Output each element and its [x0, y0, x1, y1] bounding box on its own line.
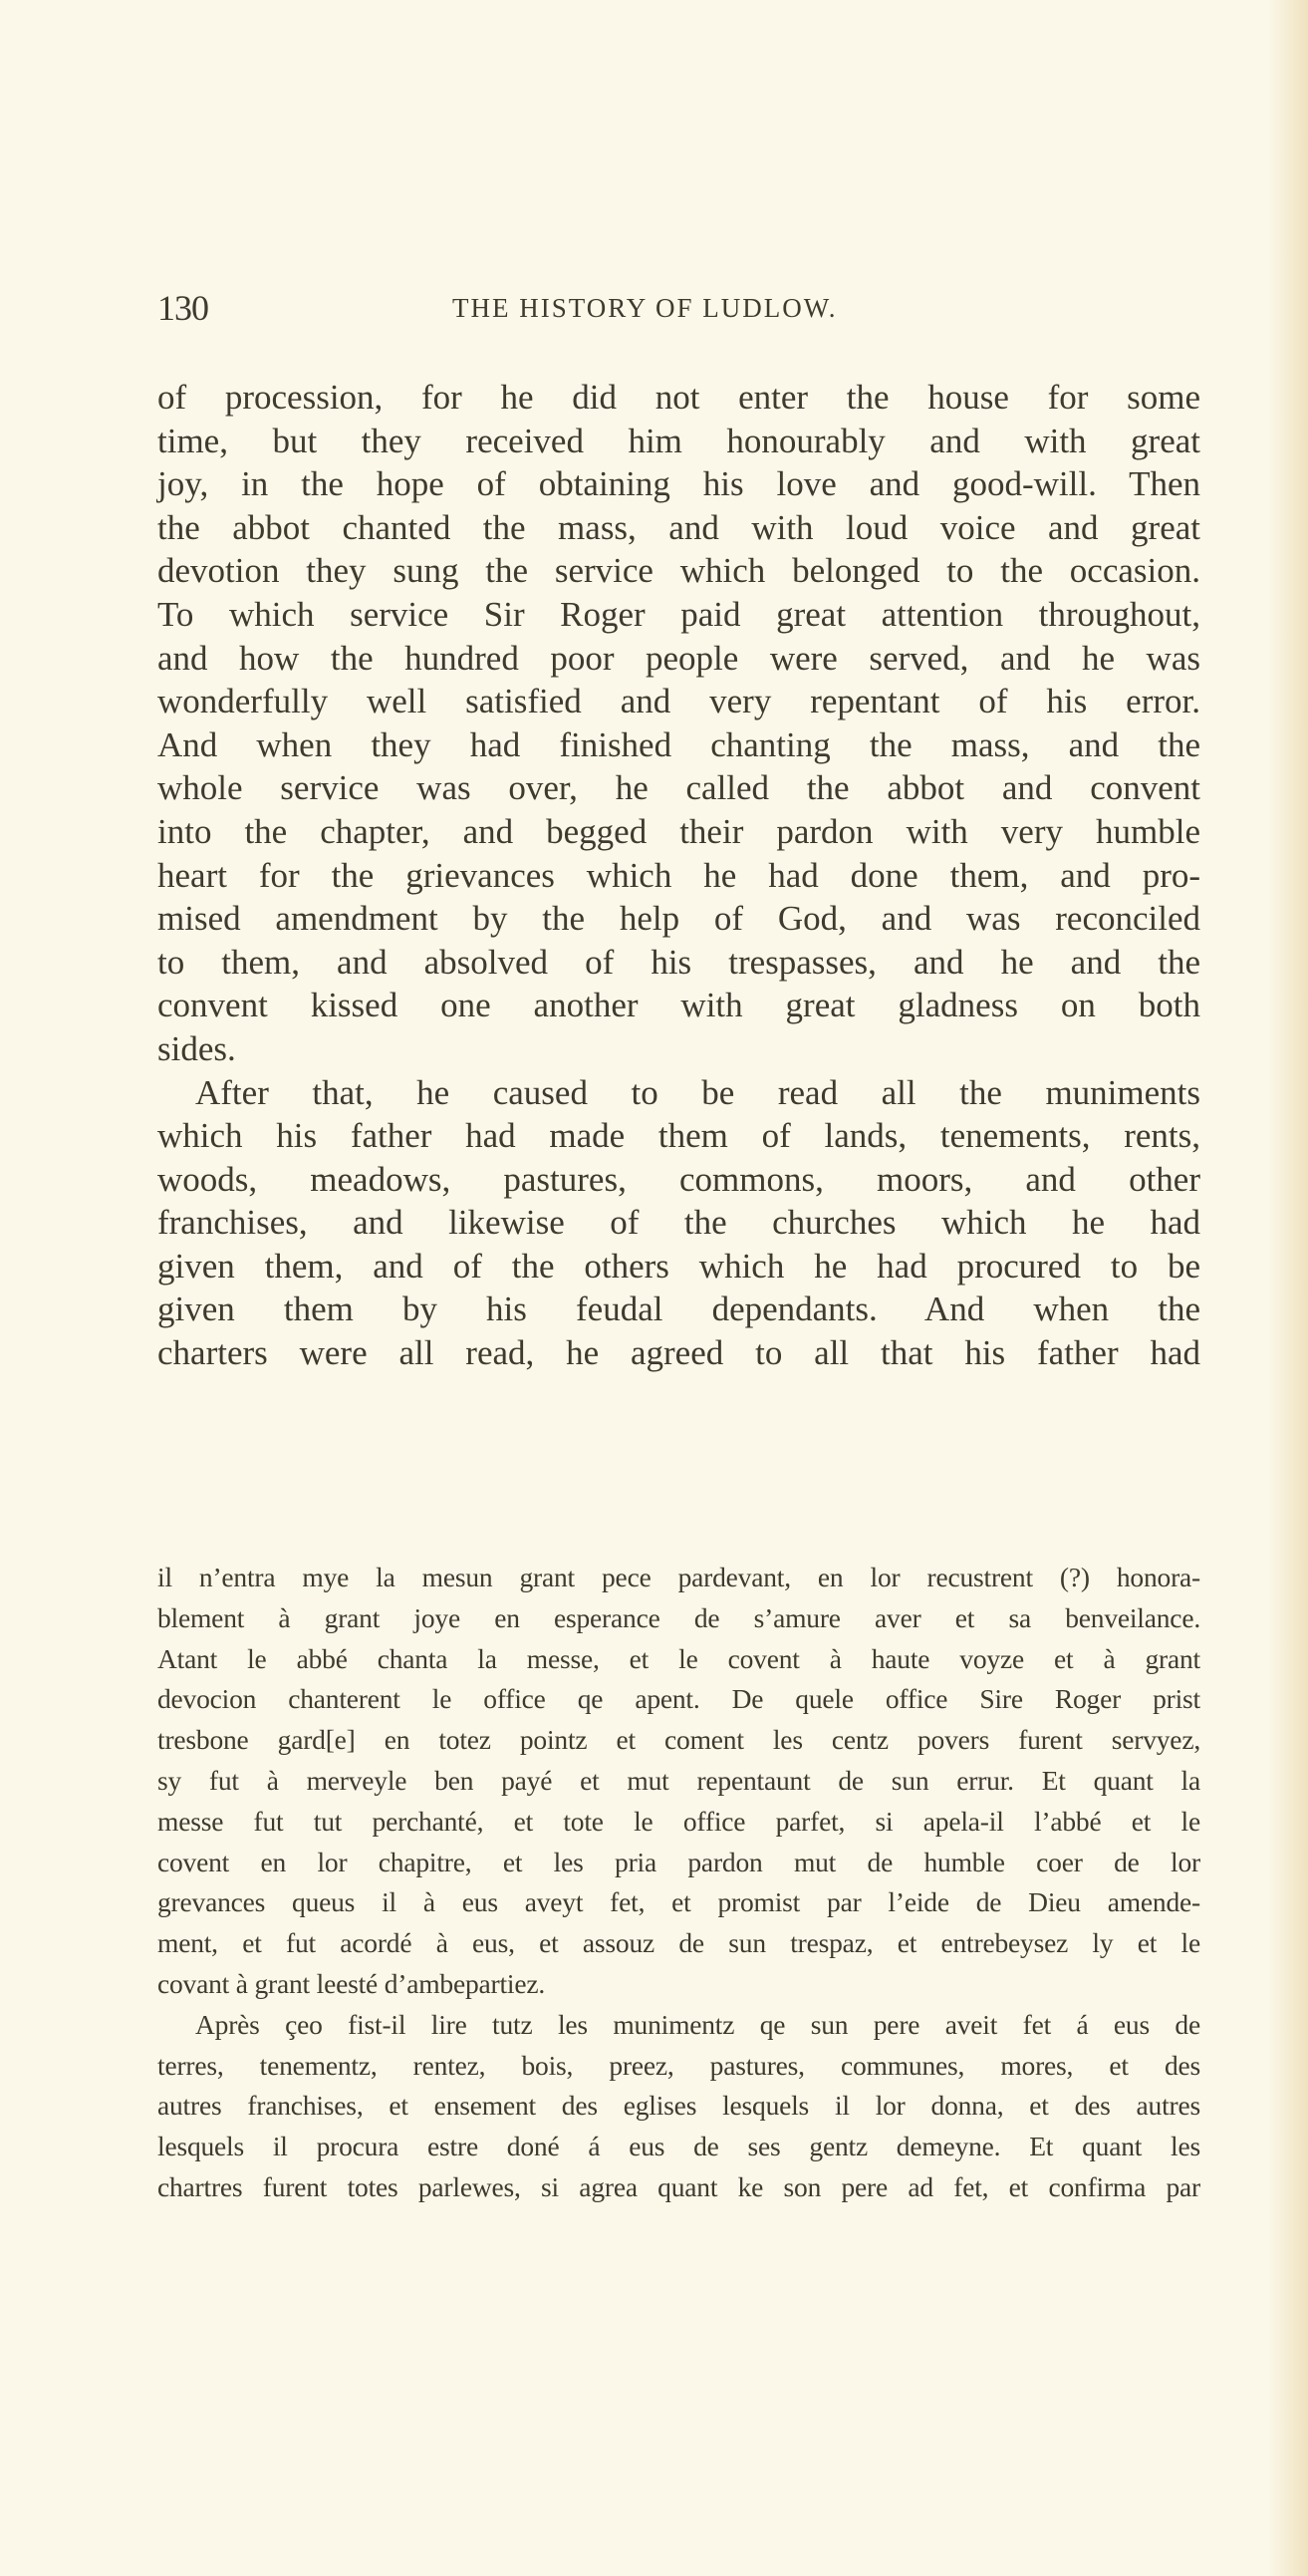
body-text-line: After that, he caused to be read all the muniments	[195, 1072, 1200, 1112]
footnote-text	[157, 1558, 1200, 2208]
body-text-line: to them, and absolved of his trespasses, and he and the	[157, 942, 1200, 982]
body-text-line: sides.	[157, 1028, 236, 1068]
body-text-line: the abbot chanted the mass, and with loud voice and great	[157, 507, 1200, 547]
body-text-line: And when they had finished chanting the mass, and the	[157, 724, 1200, 764]
footnote-line: grevances queus il à eus aveyt fet, et promist par l’eide de Dieu amende-	[157, 1886, 1200, 1918]
body-text-line: into the chapter, and begged their pardon with very humble	[157, 811, 1200, 851]
body-text-line: given them, and of the others which he had procured to be	[157, 1246, 1200, 1286]
main-text	[157, 376, 1200, 1375]
body-text-line: of procession, for he did not enter the house for some	[157, 378, 1200, 417]
footnote-line: devocion chanterent le office qe apent. De quele office Sire Roger prist	[157, 1683, 1200, 1715]
body-text-line: heart for the grievances which he had done them, and pro-	[157, 855, 1200, 895]
running-header	[157, 287, 1203, 331]
footnote-line: covant à grant leesté d’ambepartiez.	[157, 1967, 546, 1999]
body-text-line: joy, in the hope of obtaining his love and good-will. Then	[157, 464, 1200, 504]
footnote-line: autres franchises, et ensement des eglises lesquels il lor donna, et des autres	[157, 2090, 1200, 2122]
footnote-line: ment, et fut acordé à eus, et assouz de sun trespaz, et entrebeysez ly et le	[157, 1927, 1200, 1959]
body-text-line: given them by his feudal dependants. And when the	[157, 1289, 1200, 1329]
body-text-paragraph	[157, 1071, 1200, 1375]
footnote-paragraph	[157, 1558, 1200, 2005]
footnote-line: il n’entra mye la mesun grant pece pardevant, en lor recustrent (?) honora-	[157, 1562, 1200, 1592]
footnote-line: sy fut à merveyle ben payé et mut repentaunt de sun errur. Et quant la	[157, 1764, 1200, 1796]
footnote-line: lesquels il procura estre doné á eus de ses gentz demeyne. Et quant les	[157, 2131, 1200, 2162]
footnote-line: Atant le abbé chanta la messe, et le covent à haute voyze et à grant	[157, 1642, 1200, 1674]
body-text-line: To which service Sir Roger paid great attention throughout,	[157, 594, 1200, 634]
body-text-line: convent kissed one another with great gladness on both	[157, 986, 1200, 1025]
body-text-line: charters were all read, he agreed to all that his father had	[157, 1333, 1200, 1373]
body-text-line: time, but they received him honourably and with great	[157, 421, 1200, 460]
page-edge-shading	[1268, 0, 1308, 2576]
body-text-line: devotion they sung the service which belonged to the occasion.	[157, 551, 1200, 591]
footnote-line: messe fut tut perchanté, et tote le office parfet, si apela-il l’abbé et le	[157, 1805, 1200, 1837]
body-text-line: whole service was over, he called the abbot and convent	[157, 768, 1200, 808]
body-text-paragraph	[157, 376, 1200, 1071]
page-number: 130	[157, 288, 208, 328]
running-title: THE HISTORY OF LUDLOW.	[452, 293, 838, 323]
footnote-line: tresbone gard[e] en totez pointz et coment les centz povers furent servyez,	[157, 1724, 1200, 1756]
footnote-line: chartres furent totes parlewes, si agrea quant ke son pere ad fet, et confirma par	[157, 2170, 1200, 2202]
body-text-line: and how the hundred poor people were served, and he was	[157, 638, 1200, 678]
footnote-line: terres, tenementz, rentez, bois, preez, pastures, communes, mores, et des	[157, 2049, 1200, 2081]
footnote-paragraph	[157, 2005, 1200, 2208]
footnote-line: Après çeo fist-il lire tutz les munimentz qe sun pere aveit fet á eus de	[195, 2008, 1200, 2040]
body-text-line: which his father had made them of lands, tenements, rents,	[157, 1116, 1200, 1156]
footnote-line: blement à grant joye en esperance de s’amure aver et sa benveilance.	[157, 1601, 1200, 1633]
body-text-line: mised amendment by the help of God, and was reconciled	[157, 899, 1200, 939]
body-text-line: woods, meadows, pastures, commons, moors, and other	[157, 1159, 1200, 1199]
body-text-line: franchises, and likewise of the churches which he had	[157, 1203, 1200, 1243]
footnote-line: covent en lor chapitre, et les pria pardon mut de humble coer de lor	[157, 1846, 1200, 1877]
body-text-line: wonderfully well satisfied and very repentant of his error.	[157, 682, 1200, 721]
